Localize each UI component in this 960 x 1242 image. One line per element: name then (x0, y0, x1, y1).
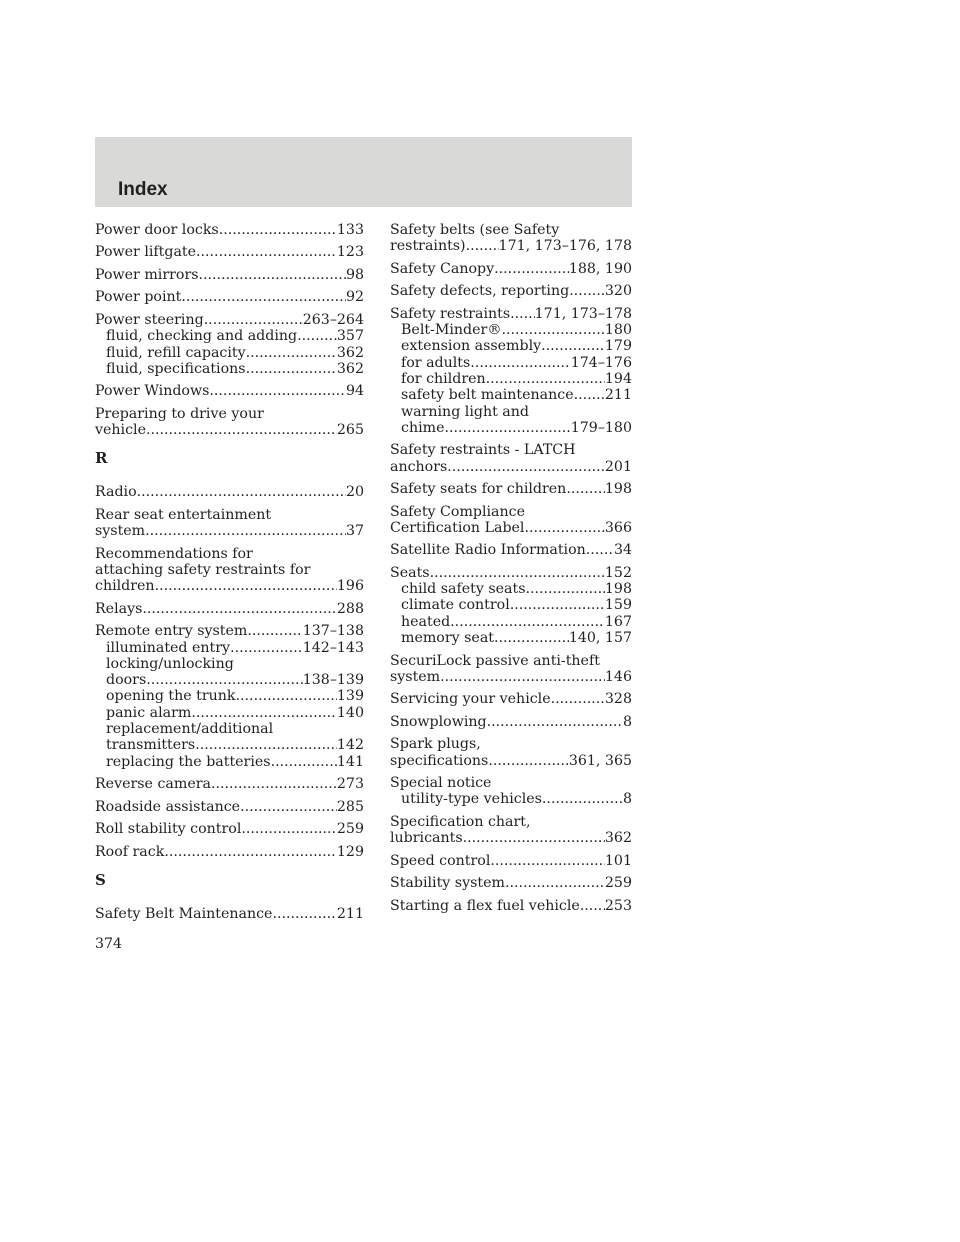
index-page-ref: 180 (604, 322, 632, 339)
index-term: SecuriLock passive anti-theft (390, 652, 600, 669)
index-term-line (390, 653, 632, 669)
index-term: Servicing your vehicle (390, 691, 551, 708)
index-page-ref: 146 (604, 668, 632, 685)
dot-leader (487, 714, 623, 730)
dot-leader (463, 830, 605, 846)
index-term-line (390, 775, 632, 791)
index-entry (390, 875, 632, 891)
dot-leader (241, 821, 337, 837)
index-entry (390, 714, 632, 730)
index-page-ref: 201 (604, 458, 632, 475)
index-term-line (390, 520, 632, 536)
index-page-ref: 179 (604, 338, 632, 355)
index-page-ref: 196 (336, 578, 364, 595)
dot-leader (574, 387, 605, 403)
index-term-line (95, 523, 364, 539)
index-entry (95, 267, 364, 283)
index-term: Safety restraints (390, 305, 511, 322)
index-entry (390, 853, 632, 869)
index-subentry (390, 338, 632, 354)
index-page-ref: 98 (345, 266, 364, 283)
index-term: Power mirrors (95, 266, 199, 283)
index-page-ref: 92 (345, 289, 364, 306)
index-term-line (390, 853, 632, 869)
dot-leader (146, 422, 337, 438)
dot-leader (470, 355, 570, 371)
index-page-ref: 259 (336, 821, 364, 838)
index-term-line (95, 289, 364, 305)
index-page-ref: 320 (604, 283, 632, 300)
index-term: Stability system (390, 875, 505, 892)
index-term-line (390, 875, 632, 891)
dot-leader (236, 688, 337, 704)
index-subentry (95, 737, 364, 753)
dot-leader (240, 799, 337, 815)
index-term: Safety Canopy (390, 260, 495, 277)
index-subentry (95, 672, 364, 688)
dot-leader (146, 672, 303, 688)
index-entry (95, 623, 364, 770)
index-page-ref: 140 (336, 704, 364, 721)
index-term: Seats (390, 564, 430, 581)
index-entry (95, 546, 364, 595)
dot-leader (430, 565, 605, 581)
index-entry (95, 312, 364, 377)
index-entry (95, 601, 364, 617)
index-term: system (390, 668, 441, 685)
index-term-line (390, 814, 632, 830)
index-term: utility-type vehicles (401, 791, 542, 808)
index-term: Roof rack (95, 843, 165, 860)
index-term: Safety restraints - LATCH (390, 442, 576, 459)
index-page-ref: 171, 173–176, 178 (498, 238, 632, 255)
index-term: Power steering (95, 311, 204, 328)
index-entry (95, 844, 364, 860)
dot-leader (466, 238, 499, 254)
index-page-ref: 171, 173–178 (534, 305, 632, 322)
index-entry (390, 261, 632, 277)
dot-leader (502, 322, 605, 338)
dot-leader (246, 345, 337, 361)
dot-leader (195, 737, 337, 753)
index-term: Special notice (390, 775, 492, 792)
dot-leader (586, 542, 614, 558)
index-entry (95, 507, 364, 540)
index-entry (95, 484, 364, 500)
index-page-ref: 253 (604, 897, 632, 914)
index-term: replacing the batteries (106, 753, 271, 770)
index-term: Safety Belt Maintenance (95, 905, 273, 922)
index-subentry (95, 656, 364, 672)
dot-leader (191, 705, 337, 721)
dot-leader (209, 383, 346, 399)
index-term: Relays (95, 600, 143, 617)
index-entry (390, 565, 632, 646)
index-term: heated (401, 613, 451, 630)
index-page-ref: 8 (622, 713, 632, 730)
index-term-line (390, 222, 632, 238)
index-term: children (95, 578, 155, 595)
index-page-ref: 159 (604, 597, 632, 614)
index-page-ref: 138–139 (302, 672, 364, 689)
index-entry (95, 799, 364, 815)
index-page-ref: 362 (604, 830, 632, 847)
index-term-line (95, 312, 364, 328)
index-term: Specification chart, (390, 813, 531, 830)
index-term: fluid, specifications (106, 360, 246, 377)
index-term: Reverse camera (95, 776, 211, 793)
index-term-line (390, 283, 632, 299)
index-term: Safety belts (see Safety (390, 222, 560, 238)
index-term: climate control (401, 597, 510, 614)
index-entry (390, 542, 632, 558)
index-term: Speed control (390, 852, 491, 869)
index-term: child safety seats (401, 581, 526, 598)
index-subentry (95, 361, 364, 377)
index-page-ref: 265 (336, 422, 364, 439)
index-entry (390, 898, 632, 914)
index-page-ref: 362 (336, 344, 364, 361)
index-page-ref: 179–180 (570, 419, 632, 436)
index-subentry (95, 688, 364, 704)
dot-leader (447, 459, 605, 475)
index-term-line (390, 542, 632, 558)
index-page-ref: 123 (336, 244, 364, 261)
index-entry (390, 442, 632, 475)
index-term: Recommendations for (95, 545, 253, 562)
dot-leader (505, 875, 605, 891)
index-term-line (95, 422, 364, 438)
dot-leader (199, 267, 346, 283)
index-page-ref: 142 (336, 737, 364, 754)
index-term: memory seat (401, 630, 494, 647)
index-entry (95, 776, 364, 792)
index-term: Power Windows (95, 383, 210, 400)
index-term: opening the trunk (106, 688, 236, 705)
index-term-line (390, 442, 632, 458)
dot-leader (230, 640, 303, 656)
dot-leader (486, 371, 605, 387)
index-subentry (390, 322, 632, 338)
index-term-line (95, 507, 364, 523)
dot-leader (164, 844, 337, 860)
index-term: Power point (95, 289, 182, 306)
index-term-line (95, 222, 364, 238)
index-term-line (95, 821, 364, 837)
index-term: specifications (390, 752, 489, 769)
index-term: Spark plugs, (390, 736, 481, 753)
index-page-ref: 174–176 (570, 354, 632, 371)
section-letter: S (95, 870, 106, 889)
index-page-ref: 211 (604, 387, 632, 404)
index-term-line (95, 776, 364, 792)
index-page-ref: 198 (604, 581, 632, 598)
dot-leader (196, 244, 337, 260)
index-term-line (390, 238, 632, 254)
dot-leader (566, 481, 605, 497)
dot-leader (510, 306, 535, 322)
index-term: fluid, checking and adding (106, 328, 298, 345)
dot-leader (450, 614, 605, 630)
index-entry (390, 481, 632, 497)
index-term: Roll stability control (95, 821, 242, 838)
index-term: Belt-Minder® (401, 322, 502, 339)
page-number: 374 (95, 936, 123, 952)
index-term: Rear seat entertainment (95, 506, 272, 523)
index-term-line (95, 546, 364, 562)
dot-leader (181, 289, 346, 305)
dot-leader (219, 222, 337, 238)
index-term: Preparing to drive your (95, 405, 264, 422)
dot-leader (542, 791, 623, 807)
index-entry (390, 504, 632, 537)
index-term: Radio (95, 484, 137, 501)
index-subentry (390, 404, 632, 420)
index-term-line (390, 736, 632, 752)
dot-leader (246, 361, 337, 377)
index-subentry (95, 640, 364, 656)
index-page-ref: 137–138 (302, 623, 364, 640)
index-term-line (390, 714, 632, 730)
index-term-line (95, 484, 364, 500)
index-page-ref: 133 (336, 222, 364, 238)
index-subentry (95, 721, 364, 737)
index-page-ref: 129 (336, 843, 364, 860)
index-page-ref: 142–143 (302, 639, 364, 656)
index-term: doors (106, 672, 147, 689)
index-term: Safety defects, reporting (390, 283, 570, 300)
index-term: extension assembly (401, 338, 542, 355)
index-term-line (95, 578, 364, 594)
index-term: Safety seats for children (390, 481, 567, 498)
index-page-ref: 20 (345, 484, 364, 501)
index-page-ref: 101 (604, 852, 632, 869)
index-page-ref: 34 (613, 542, 632, 559)
index-subentry (95, 754, 364, 770)
index-term: locking/unlocking (106, 655, 234, 672)
dot-leader (580, 898, 605, 914)
page-title: Index (118, 179, 168, 200)
index-term: system (95, 523, 146, 540)
index-term: transmitters (106, 737, 196, 754)
index-page-ref: 366 (604, 519, 632, 536)
index-term-line (95, 799, 364, 815)
index-page-ref: 37 (345, 523, 364, 540)
index-term-line (390, 459, 632, 475)
index-term: Starting a flex fuel vehicle (390, 897, 580, 914)
index-subentry (390, 355, 632, 371)
index-entry (95, 222, 364, 238)
index-entry (390, 653, 632, 686)
dot-leader (142, 601, 337, 617)
index-term: Power liftgate (95, 244, 197, 261)
index-term: chime (401, 419, 445, 436)
index-page-ref: 288 (336, 600, 364, 617)
dot-leader (541, 338, 605, 354)
index-page-ref: 194 (604, 370, 632, 387)
index-subentry (390, 371, 632, 387)
dot-leader (247, 623, 302, 639)
index-term-line (390, 830, 632, 846)
dot-leader (204, 312, 303, 328)
index-term: fluid, refill capacity (106, 344, 246, 361)
index-term: Satellite Radio Information (390, 542, 586, 559)
index-entry (390, 283, 632, 299)
index-term: safety belt maintenance (401, 387, 574, 404)
dot-leader (494, 630, 569, 646)
index-term-line (390, 306, 632, 322)
index-term: vehicle (95, 422, 146, 439)
index-term-line (390, 261, 632, 277)
index-page-ref: 167 (604, 613, 632, 630)
dot-leader (145, 523, 346, 539)
index-term-line (95, 244, 364, 260)
index-term: anchors (390, 458, 448, 475)
index-subentry (390, 791, 632, 807)
index-entry (95, 406, 364, 439)
index-term: warning light and (401, 403, 529, 420)
index-term: restraints) (390, 238, 466, 255)
index-term: panic alarm (106, 704, 192, 721)
dot-leader (271, 754, 337, 770)
index-term-line (390, 481, 632, 497)
header-band (95, 137, 632, 207)
dot-leader (551, 691, 605, 707)
index-page-ref: 152 (604, 564, 632, 581)
index-subentry (390, 597, 632, 613)
index-term-line (390, 504, 632, 520)
index-subentry (95, 345, 364, 361)
index-term: Power door locks (95, 222, 219, 238)
index-page-ref: 8 (622, 791, 632, 808)
dot-leader (510, 597, 605, 613)
index-entry (95, 289, 364, 305)
index-page-ref: 198 (604, 481, 632, 498)
index-subentry (390, 387, 632, 403)
dot-leader (137, 484, 346, 500)
index-entry (390, 691, 632, 707)
index-page-ref: 188, 190 (568, 260, 632, 277)
index-entry (95, 244, 364, 260)
index-page-ref: 211 (336, 905, 364, 922)
index-page-ref: 94 (345, 383, 364, 400)
index-term: attaching safety restraints for (95, 561, 311, 578)
index-term-line (390, 753, 632, 769)
index-term: lubricants (390, 830, 463, 847)
index-term-line (95, 406, 364, 422)
dot-leader (569, 283, 605, 299)
index-term-line (95, 844, 364, 860)
index-term-line (390, 565, 632, 581)
dot-leader (525, 581, 604, 597)
index-term: for adults (401, 354, 471, 371)
index-entry (95, 383, 364, 399)
index-term: Certification Label (390, 519, 525, 536)
index-term: Safety Compliance (390, 503, 525, 520)
index-term-line (95, 906, 364, 922)
dot-leader (211, 776, 337, 792)
index-subentry (95, 705, 364, 721)
index-term-line (95, 562, 364, 578)
dot-leader (272, 906, 336, 922)
index-term: replacement/additional (106, 721, 274, 737)
index-page-ref: 285 (336, 798, 364, 815)
dot-leader (155, 578, 337, 594)
index-subentry (95, 328, 364, 344)
index-subentry (390, 630, 632, 646)
dot-leader (297, 328, 337, 344)
index-page-ref: 328 (604, 691, 632, 708)
index-entry (95, 821, 364, 837)
index-page-ref: 263–264 (302, 311, 364, 328)
index-column-left (95, 222, 364, 928)
dot-leader (494, 261, 569, 277)
section-letter: R (95, 449, 108, 468)
index-page-ref: 141 (336, 753, 364, 770)
index-entry (390, 736, 632, 769)
index-page-ref: 259 (604, 875, 632, 892)
index-term-line (95, 383, 364, 399)
index-term: for children (401, 370, 486, 387)
index-subentry (390, 420, 632, 436)
index-page-ref: 273 (336, 776, 364, 793)
index-subentry (390, 581, 632, 597)
index-entry (390, 222, 632, 255)
index-term-line (95, 623, 364, 639)
index-entry (390, 814, 632, 847)
index-term: Snowplowing (390, 713, 487, 730)
index-page-ref: 362 (336, 360, 364, 377)
dot-leader (488, 753, 569, 769)
index-column-right (390, 222, 632, 920)
dot-leader (444, 420, 570, 436)
index-term-line (390, 691, 632, 707)
index-entry (390, 306, 632, 436)
dot-leader (440, 669, 605, 685)
index-entry (95, 906, 364, 922)
index-term: illuminated entry (106, 639, 231, 656)
index-term: Roadside assistance (95, 798, 241, 815)
index-term-line (390, 669, 632, 685)
index-term: Remote entry system (95, 623, 248, 640)
index-page-ref: 357 (336, 328, 364, 345)
index-page-ref: 140, 157 (568, 630, 632, 647)
index-term-line (390, 898, 632, 914)
index-subentry (390, 614, 632, 630)
index-page-ref: 139 (336, 688, 364, 705)
index-term-line (95, 267, 364, 283)
dot-leader (524, 520, 604, 536)
dot-leader (490, 853, 605, 869)
index-entry (390, 775, 632, 808)
index-page-ref: 361, 365 (568, 752, 632, 769)
index-term-line (95, 601, 364, 617)
